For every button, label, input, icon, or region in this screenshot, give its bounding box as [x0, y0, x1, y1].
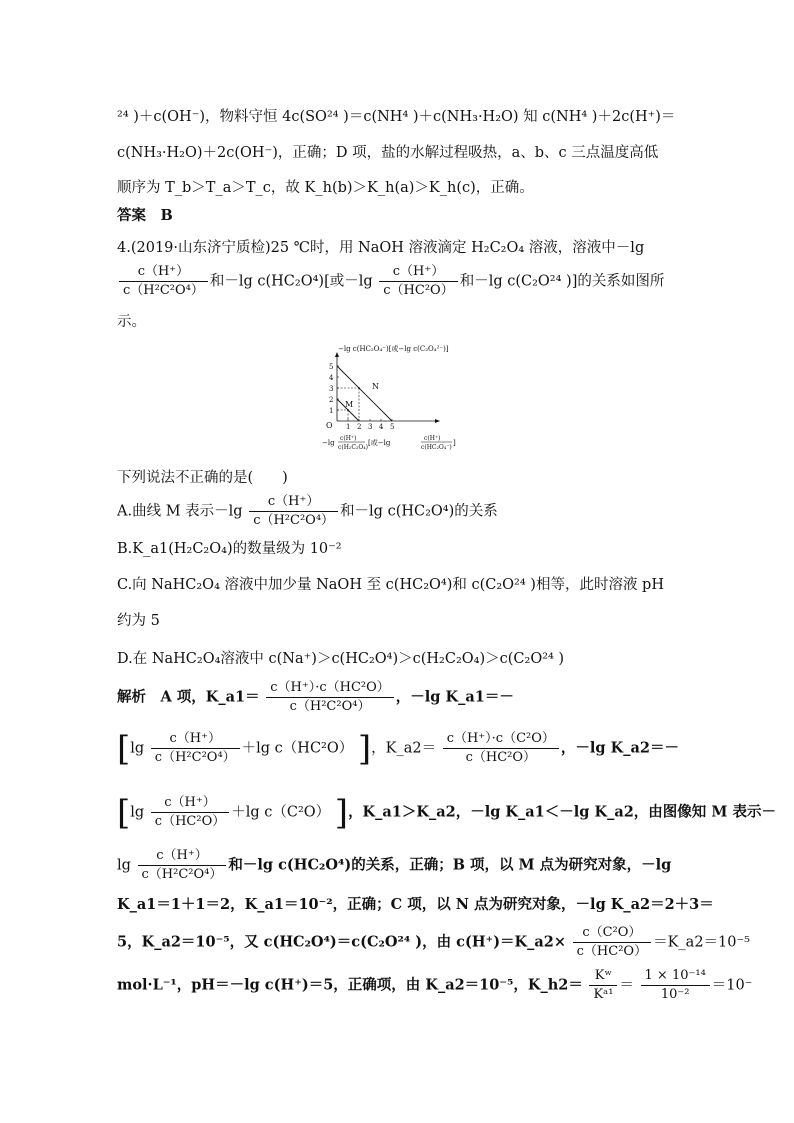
option-c[interactable]	[117, 575, 664, 595]
solution-row-4-lg: lg	[117, 857, 131, 874]
question-ask-text: 下列说法不正确的是( )	[117, 470, 288, 486]
fraction-numerator: c（H⁺）	[267, 494, 320, 509]
question-ask	[117, 468, 288, 488]
fraction-h-over-h2c2o4	[249, 494, 338, 529]
x-tick-label-1: 1	[346, 423, 351, 431]
question-line-3	[117, 312, 146, 332]
y-tick-label-1: 1	[329, 407, 334, 415]
option-a-text-a: A.曲线 M 表示－lg	[117, 503, 243, 520]
fraction-h-over-h2c2o4	[138, 848, 227, 883]
fraction-denominator: Kᵃ¹	[589, 985, 617, 1003]
solution-row-5	[117, 895, 714, 915]
option-c-text-2: 约为 5	[117, 613, 160, 629]
x-axis-arrow	[435, 419, 440, 423]
fraction-numerator: c（H⁺）	[169, 731, 221, 746]
solution-row-6	[117, 925, 750, 960]
curve-label-N: N	[372, 382, 379, 391]
fraction-denominator: c（H²C²O⁴）	[249, 511, 338, 529]
fraction-denominator: c（HC²O）	[443, 748, 559, 766]
fraction-numerator: Kʷ	[594, 968, 613, 983]
fraction-kw-over-ka1	[589, 968, 617, 1003]
question-head	[117, 238, 644, 258]
solution-row-2	[117, 728, 679, 769]
solution-row-4-text-b: 和－lg c(HC₂O⁴)的关系，正确；B 项，以 M 点为研究对象，－lg	[228, 856, 672, 874]
text-line-3-content: 顺序为 T_b＞T_a＞T_c，故 K_h(b)＞K_h(a)＞K_h(c)，正确。	[117, 180, 534, 196]
option-a[interactable]	[117, 494, 498, 529]
fraction-h-over-h2c2o4	[119, 264, 208, 299]
solution-row-5-text: K_a1＝1＋1＝2，K_a1＝10⁻²，正确；C 项，以 N 点为研究对象，－lg K_a2＝2＋3＝	[117, 896, 714, 913]
solution-row-2-text-d: ，－lg K_a2＝－	[560, 739, 679, 757]
origin-label: O	[326, 421, 333, 430]
solution-row-7-text-b: ＝	[619, 977, 634, 994]
solution-row-3-lg: lg	[130, 804, 145, 821]
fraction-c2o-over-hc2o	[573, 925, 651, 960]
fraction-numerator: c（C²O）	[582, 925, 642, 940]
point-M	[347, 409, 349, 411]
fraction-numerator: c（H⁺）	[164, 795, 216, 810]
option-b-text: B.K_a1(H₂C₂O₄)的数量级为 10⁻²	[117, 541, 342, 557]
solution-row-3-text-c: ，K_a1＞K_a2，－lg K_a1＜－lg K_a2，由图像知 M 表示－	[348, 803, 776, 821]
fraction-numerator: c（H⁺）	[392, 264, 445, 279]
fraction-h-over-hc2o	[151, 795, 229, 830]
solution-row-2-text-c: ，K_a2＝	[371, 740, 437, 757]
option-d[interactable]	[117, 649, 564, 669]
text-line-1	[117, 107, 675, 127]
left-bracket-icon: [	[117, 728, 131, 769]
question-head-text: 4.(2019·山东济宁质检)25 ℃时，用 NaOH 溶液滴定 H₂C₂O₄ 溶液，溶液中－lg	[117, 240, 645, 256]
fraction-denominator: c（HC²O）	[573, 942, 651, 960]
fraction-ka1-expr	[266, 680, 394, 715]
x-tick-label-5: 5	[390, 423, 395, 431]
fraction-numerator: c（H⁺）·c（C²O）	[446, 731, 555, 746]
option-b[interactable]	[117, 539, 342, 559]
y-axis-label: −lg c(HC₂O₄⁻)[或−lg c(C₂O₄²⁻)]	[338, 345, 449, 353]
fraction-numerator: c（H⁺）	[137, 264, 190, 279]
fraction-denominator: c（HC²O）	[151, 812, 229, 830]
option-c-text-1: C.向 NaHC₂O₄ 溶液中加少量 NaOH 至 c(HC₂O⁴)和 c(C₂O²⁴ )相等，此时溶液 pH	[117, 577, 664, 593]
fraction-denominator: c（H²C²O⁴）	[119, 281, 208, 299]
y-tick-label-3: 3	[329, 385, 334, 393]
text-line-2	[117, 143, 658, 163]
right-bracket-icon: ]	[357, 728, 372, 769]
solution-row-6-text-a: 5，K_a2＝10⁻⁵，又 c(HC₂O⁴)＝c(C₂O²⁴ )，由 c(H⁺)＝K_a2×	[117, 933, 567, 951]
option-c-continued	[117, 611, 160, 631]
y-tick-label-2: 2	[329, 396, 334, 404]
fraction-numeric-ratio	[641, 968, 710, 1003]
x-axis-label-end: ]	[453, 439, 456, 447]
fraction-denominator: c（HC²O）	[379, 281, 457, 299]
solution-row-3	[117, 792, 776, 833]
fraction-numerator: c（H⁺）	[156, 848, 208, 863]
x-axis-label-prefix: −lg	[322, 439, 335, 447]
fraction-denominator: 10⁻²	[641, 985, 710, 1003]
x-tick-label-3: 3	[368, 423, 373, 431]
x-tick-label-4: 4	[379, 423, 384, 431]
fraction-h-over-h2c2o4	[151, 731, 240, 766]
curve-label-M: M	[345, 400, 354, 409]
answer-text: 答案 B	[117, 207, 173, 224]
x-axis-label-frac2-num: c(H⁺)	[424, 435, 441, 442]
fraction-denominator: c（H²C²O⁴）	[151, 748, 240, 766]
solution-row-1	[117, 680, 514, 715]
question-line-2-text-b: 和－lg c(C₂O²⁴ )]的关系如图所	[459, 273, 665, 290]
solution-row-4	[117, 848, 671, 883]
x-axis-label-frac1-den: c(H₂C₂O₄)	[338, 444, 368, 451]
option-a-text-b: 和－lg c(HC₂O⁴)的关系	[340, 503, 498, 520]
y-tick-label-5: 5	[329, 363, 334, 371]
solution-row-7-text-c: ＝10⁻	[711, 977, 753, 994]
answer-line	[117, 206, 173, 226]
x-tick-label-2: 2	[357, 423, 362, 431]
text-line-2-content: c(NH₃·H₂O)＋2c(OH⁻)，正确；D 项，盐的水解过程吸热，a、b、c 三点温度高低	[117, 145, 659, 161]
point-N	[358, 387, 360, 389]
solution-row-6-text-b: ＝K_a2＝10⁻⁵	[653, 934, 750, 951]
x-axis-label-frac2-den: c(HC₂O₄⁻)	[421, 444, 452, 451]
x-axis-label-frac1-num: c(H⁺)	[340, 435, 357, 442]
option-d-text: D.在 NaHC₂O₄溶液中 c(Na⁺)＞c(HC₂O⁴)＞c(H₂C₂O₄)＞c(C₂O²⁴ )	[117, 651, 565, 667]
solution-row-3-text-b: ＋lg c（C²O）	[231, 804, 331, 821]
solution-row-7	[117, 968, 752, 1003]
graph-figure	[320, 342, 490, 460]
text-line-3	[117, 178, 534, 198]
x-axis-label-mid: [或−lg	[368, 439, 391, 447]
question-line-2-text-a: 和－lg c(HC₂O⁴)[或－lg	[209, 273, 373, 290]
solution-head: 解析 A 项，K_a1＝	[117, 688, 260, 706]
fraction-ka2-expr	[443, 731, 559, 766]
fraction-h-over-hc2o	[379, 264, 457, 299]
left-bracket-icon: [	[117, 792, 131, 833]
y-tick-label-4: 4	[329, 374, 334, 382]
right-bracket-icon: ]	[334, 792, 349, 833]
fraction-numerator: 1 × 10⁻¹⁴	[644, 968, 706, 983]
question-line-3-text: 示。	[117, 314, 146, 330]
fraction-numerator: c（H⁺）·c（HC²O）	[270, 680, 390, 695]
solution-row-2-text-b: ＋lg c（HC²O）	[241, 740, 354, 757]
text-line-1-content: ²⁴ )＋c(OH⁻)，物料守恒 4c(SO²⁴ )＝c(NH⁴ )＋c(NH₃·H₂O) 知 c(NH⁴ )＋2c(H⁺)＝	[117, 109, 676, 125]
question-line-2	[117, 264, 664, 299]
fraction-denominator: c（H²C²O⁴）	[138, 865, 227, 883]
solution-head-b: ，－lg K_a1＝－	[395, 688, 514, 706]
solution-row-7-text-a: mol·L⁻¹，pH＝－lg c(H⁺)＝5，正确项，由 K_a2＝10⁻⁵，K_h2＝	[117, 976, 583, 994]
series-line-N	[337, 366, 392, 421]
fraction-denominator: c（H²C²O⁴）	[266, 697, 394, 715]
solution-row-2-lg: lg	[130, 740, 145, 757]
